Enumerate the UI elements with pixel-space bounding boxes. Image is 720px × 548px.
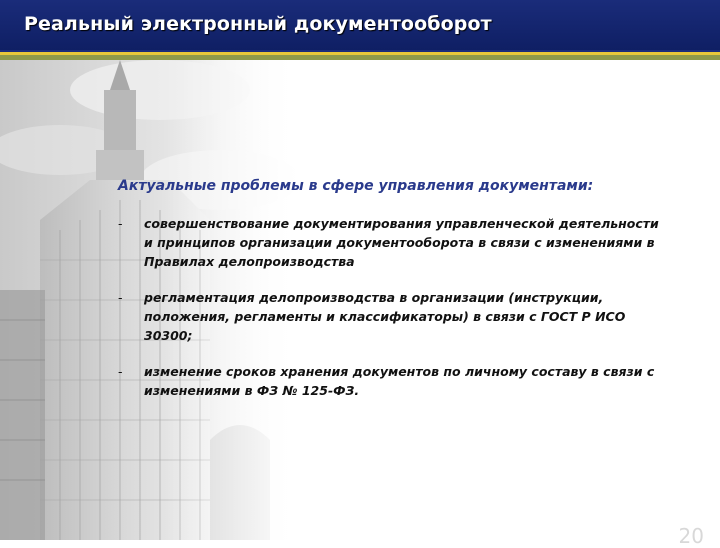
list-item [118, 362, 664, 400]
content-heading: Актуальные проблемы в сфере управления документами: [118, 178, 594, 194]
bullet-text: совершенствование документирования управленческой деятельности и принципов организации документооборота в связи с изменениями в Правилах делопроизводства [144, 216, 659, 269]
page-number: 20 [678, 524, 704, 548]
bullet-marker: - [118, 290, 123, 305]
bullet-marker: - [118, 216, 123, 231]
bullet-text: регламентация делопроизводства в организации (инструкции, положения, регламенты и классификаторы) в связи с ГОСТ Р ИСО 30300; [144, 290, 626, 343]
slide-header [0, 0, 720, 50]
bullet-marker: - [118, 364, 123, 379]
header-decor-stripes [0, 50, 720, 60]
slide-content [118, 178, 678, 417]
list-item [118, 288, 664, 345]
list-item [118, 214, 664, 271]
bullet-text: изменение сроков хранения документов по личному составу в связи с изменениями в ФЗ № 125-ФЗ. [144, 364, 655, 398]
slide-title: Реальный электронный документооборот [24, 13, 492, 35]
